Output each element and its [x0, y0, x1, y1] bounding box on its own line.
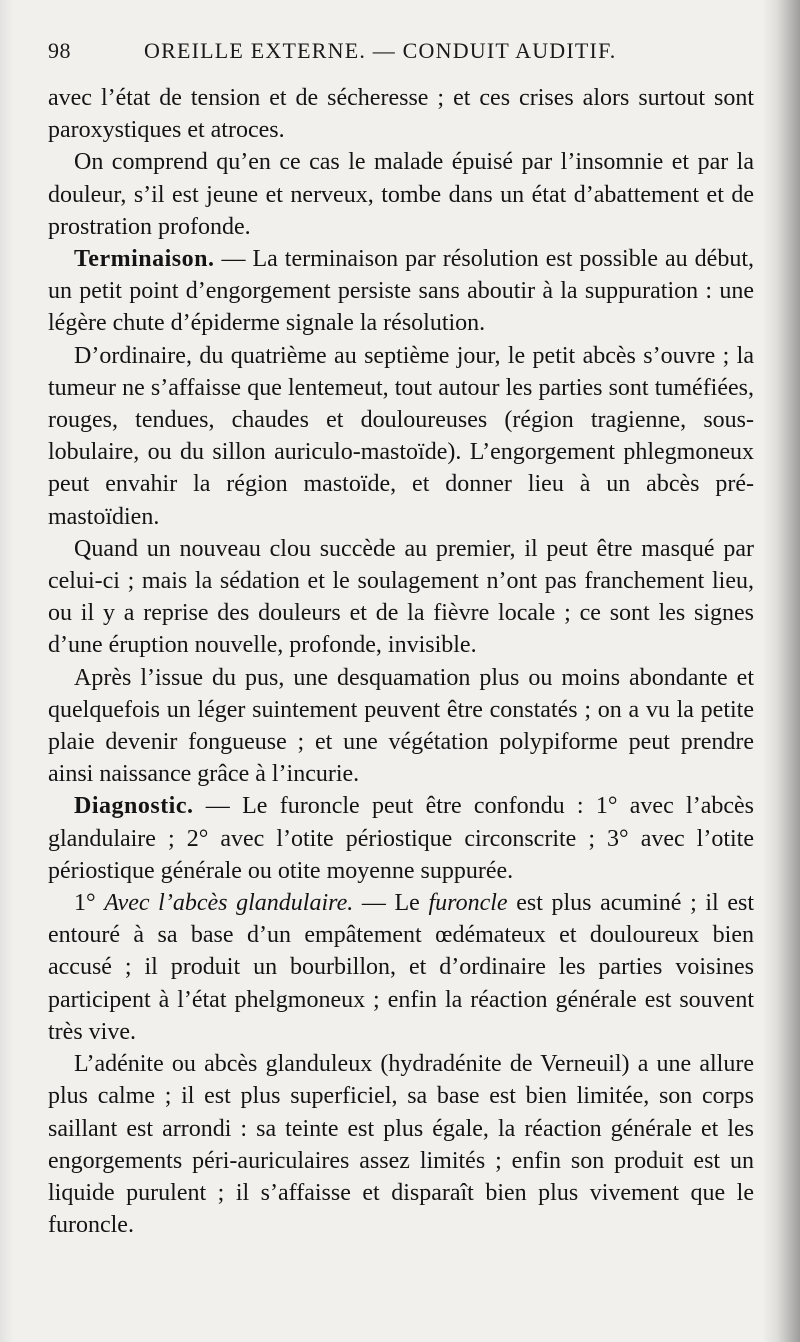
page-number: 98 [48, 38, 71, 63]
section-heading-diagnostic: Diagnostic. [74, 793, 194, 820]
paragraph-text: Quand un nouveau clou succède au premier, il peut être masqué par celui-ci ; mais la sédation et le soulagement n’ont pas franchement lieu, ou il y a reprise des douleurs et de la fièvre locale ; ce sont les signes d’une éruption nouvelle, profonde, invisible. [48, 535, 754, 659]
running-title: OREILLE EXTERNE. — CONDUIT AUDITIF. [144, 38, 617, 63]
paragraph-text: On comprend qu’en ce cas le malade épuisé par l’insomnie et par la douleur, s’il est jeune et nerveux, tombe dans un état d’abattement et de prostration profonde. [48, 149, 754, 240]
paragraph [48, 243, 754, 340]
italic-term: furoncle [428, 890, 508, 917]
paragraph-text: L’adénite ou abcès glanduleux (hydradénite de Verneuil) a une allure plus calme ; il est plus superficiel, sa base est bien limitée, son corps saillant est arrondi : sa teinte est plus égale, la réaction générale et les engorgements péri-auriculaires assez limités ; enfin son produit est un liquide purulent ; il s’affaisse et disparaît bien plus vivement que le furoncle. [48, 1051, 754, 1239]
paragraph [48, 790, 754, 887]
paragraph [48, 1048, 754, 1241]
paragraph [48, 146, 754, 243]
paragraph [48, 82, 754, 146]
paragraph [48, 887, 754, 1048]
body-text [48, 82, 754, 1241]
paragraph [48, 533, 754, 662]
paragraph-mid: — Le [353, 890, 429, 917]
paragraph-lead: 1° [74, 890, 105, 917]
page-right-shadow [762, 0, 800, 1342]
paragraph [48, 340, 754, 533]
paragraph-text: D’ordinaire, du quatrième au septième jour, le petit abcès s’ouvre ; la tumeur ne s’affaisse que lentemeut, tout autour les parties sont tuméfiées, rouges, tendues, chaudes et douloureuses (région tragienne, sous-lobulaire, ou du sillon auriculo-mastoïde). L’engorgement phlegmoneux peut envahir la région mastoïde, et donner lieu à un abcès pré-mastoïdien. [48, 342, 754, 530]
running-header [48, 38, 756, 72]
paragraph [48, 662, 754, 791]
italic-subheading: Avec l’abcès glandulaire. [104, 890, 354, 917]
paragraph-text: — La terminaison par résolution est possible au début, un petit point d’engorgement persiste sans aboutir à la suppuration : une légère chute d’épiderme signale la résolution. [48, 246, 754, 337]
paragraph-text: — Le furoncle peut être confondu : 1° avec l’abcès glandulaire ; 2° avec l’otite périostique circonscrite ; 3° avec l’otite périostique générale ou otite moyenne suppurée. [48, 793, 754, 884]
page-left-shadow [0, 0, 14, 1342]
paragraph-text: est plus acuminé ; il est entouré à sa base d’un empâtement œdémateux et douloureux bien accusé ; il produit un bourbillon, et d’ordinaire les parties voisines participent à l’état phelgmoneux ; enfin la réaction générale est souvent très vive. [48, 890, 755, 1045]
paragraph-text: avec l’état de tension et de sécheresse ; et ces crises alors surtout sont paroxystiques et atroces. [48, 85, 754, 144]
paragraph-text: Après l’issue du pus, une desquamation plus ou moins abondante et quelquefois un léger suintement peuvent être constatés ; on a vu la petite plaie devenir fongueuse ; et une végétation polypiforme peut prendre ainsi naissance grâce à l’incurie. [48, 664, 754, 788]
section-heading-terminaison: Terminaison. [74, 246, 215, 273]
